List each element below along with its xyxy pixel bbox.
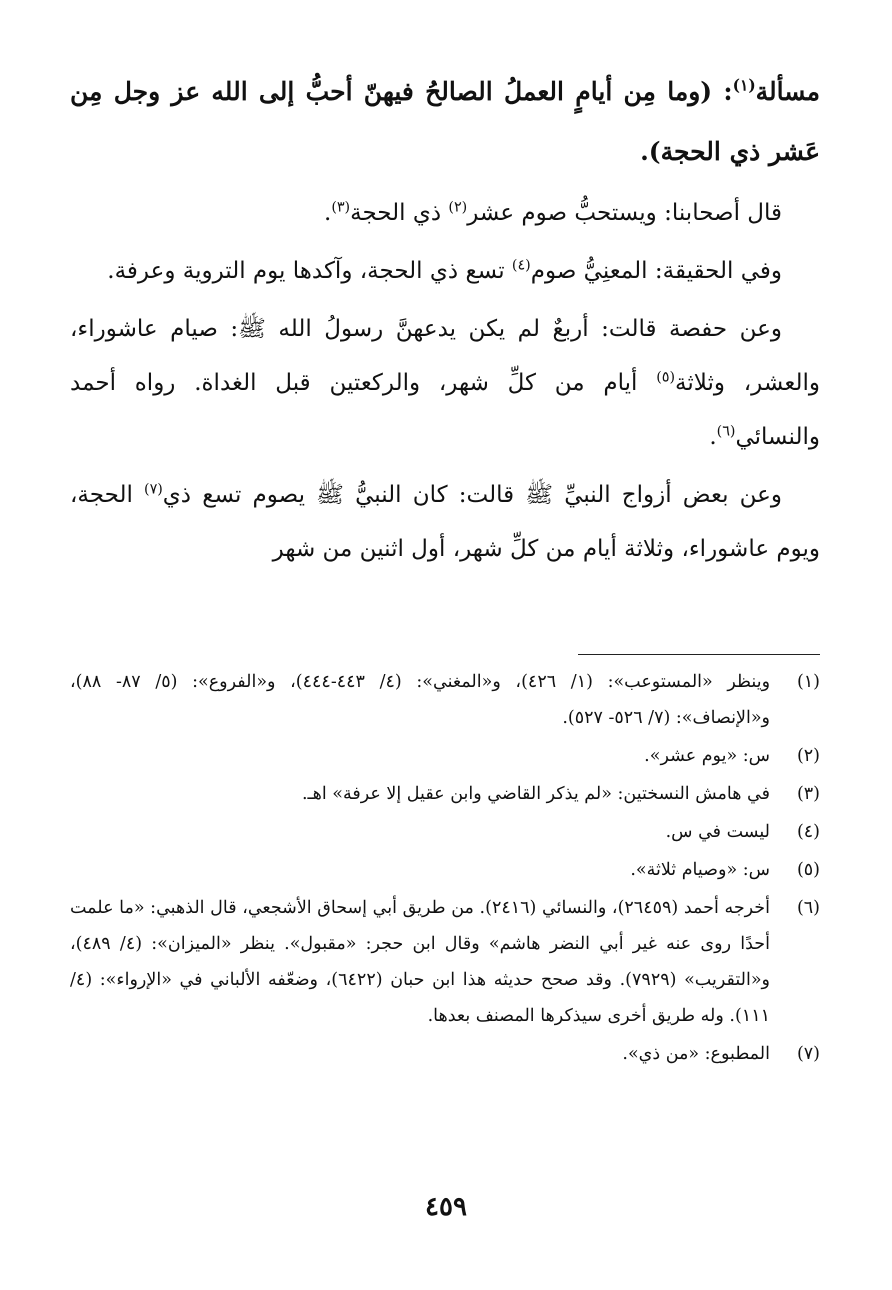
footnote-text: المطبوع: «من ذي». xyxy=(622,1044,770,1064)
paragraph-text: أيام من كلِّ شهر، والركعتين قبل الغداة. رواه أحمد والنسائي xyxy=(70,370,820,450)
footnote-number: (٧) xyxy=(796,1044,820,1064)
footnote-text: في هامش النسختين: «لم يذكر القاضي وابن عقيل إلا عرفة» اهـ. xyxy=(301,784,770,804)
footnote-text: س: «يوم عشر». xyxy=(644,746,770,766)
footnote-number: (٣) xyxy=(796,784,820,804)
paragraph-text: ذي الحجة xyxy=(350,200,449,226)
footnotes xyxy=(70,664,820,1074)
footnote-1 xyxy=(70,664,820,736)
footnote-number: (٤) xyxy=(796,822,820,842)
paragraph-text: الحجة، ويوم عاشوراء، وثلاثة أيام من كلِّ شهر، أول اثنين من شهر xyxy=(70,482,820,562)
footnote-ref-5: (٥) xyxy=(656,369,675,386)
footnote-number: (١) xyxy=(796,672,820,692)
masala-heading: مسألة xyxy=(755,77,820,106)
footnote-ref-1: (١) xyxy=(732,75,756,95)
paragraph-text: . xyxy=(324,200,332,226)
paragraph-text: تسع ذي الحجة، وآكدها يوم التروية وعرفة. xyxy=(107,258,512,284)
paragraph-text: قال أصحابنا: ويستحبُّ صوم عشر xyxy=(467,200,782,226)
paragraph-haqiqa xyxy=(70,244,820,298)
footnote-ref-3: (٣) xyxy=(331,199,351,216)
footnote-5 xyxy=(70,852,820,888)
main-text xyxy=(70,62,820,580)
footnote-text: ليست في س. xyxy=(665,822,770,842)
paragraph-masala xyxy=(70,62,820,182)
paragraph-text: . xyxy=(709,424,717,450)
page-number: ٤٥٩ xyxy=(425,1192,467,1222)
footnote-6 xyxy=(70,890,820,1034)
paragraph-text: وعن حفصة قالت: أربعٌ لم يكن يدعهنَّ رسولُ الله ﷺ: صيام عاشوراء، والعشر، وثلاثة xyxy=(70,316,820,396)
footnote-2 xyxy=(70,738,820,774)
footnote-ref-7: (٧) xyxy=(144,481,163,498)
footnote-number: (٢) xyxy=(796,746,820,766)
paragraph-azwaj xyxy=(70,468,820,576)
footnote-3 xyxy=(70,776,820,812)
footnote-number: (٥) xyxy=(796,860,820,880)
footnote-ref-4: (٤) xyxy=(511,257,531,274)
footnote-separator xyxy=(578,654,820,655)
masala-text: : (وما مِن أيامٍ العملُ الصالحُ فيهنّ أحبُّ إلى الله عز وجل مِن عَشر ذي الحجة). xyxy=(70,77,820,166)
footnote-text: وينظر «المستوعب»: (١/ ٤٢٦)، و«المغني»: (٤/ ٤٤٣-٤٤٤)، و«الفروع»: (٥/ ٨٧- ٨٨)، و«الإنصاف»: (٧/ ٥٢٦- ٥٢٧). xyxy=(70,672,771,728)
paragraph-ashabuna xyxy=(70,186,820,240)
footnote-ref-2: (٢) xyxy=(448,199,468,216)
paragraph-text: وفي الحقيقة: المعنِيُّ صوم xyxy=(530,258,782,284)
footnote-text: أخرجه أحمد (٢٦٤٥٩)، والنسائي (٢٤١٦). من طريق أبي إسحاق الأشجعي، قال الذهبي: «ما علمت أحدًا روى عنه غير أبي النضر هاشم» وقال ابن حجر: «مقبول». ينظر «الميزان»: (٤/ ٤٨٩)، و«التقريب» (٧٩٢٩). وقد صحح حديثه هذا ابن حبان (٦٤٢٢)، وضعّفه الألباني في «الإرواء»: (٤/ ١١١). وله طريق أخرى سيذكرها المصنف بعدها. xyxy=(70,898,770,1026)
footnote-7 xyxy=(70,1036,820,1072)
paragraph-hafsa xyxy=(70,302,820,464)
footnote-ref-6: (٦) xyxy=(716,423,736,440)
footnote-number: (٦) xyxy=(796,898,820,918)
footnote-4 xyxy=(70,814,820,850)
paragraph-text: وعن بعض أزواج النبيِّ ﷺ قالت: كان النبيُّ ﷺ يصوم تسع ذي xyxy=(162,482,782,508)
footnote-text: س: «وصيام ثلاثة». xyxy=(630,860,770,880)
